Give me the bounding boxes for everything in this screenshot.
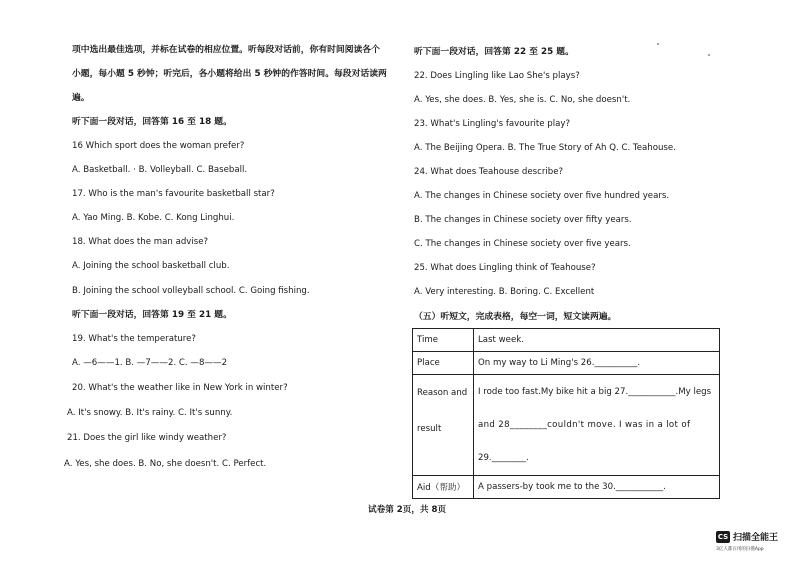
camscanner-logo-icon: CS (717, 532, 729, 541)
watermark-subtitle: 3亿人都在用的扫描App (716, 547, 764, 552)
question-25: 25. What does Lingling think of Teahouse? (414, 263, 596, 273)
reason-value-cell (474, 375, 720, 476)
time-value: Last week. (474, 329, 720, 352)
listening-form-table (412, 328, 720, 499)
scanner-watermark (716, 530, 778, 543)
question-21-options: A. Yes, she does. B. No, she doesn't. C. Perfect. (64, 459, 267, 469)
question-16-options: A. Basketball. · B. Volleyball. C. Baseball. (72, 165, 248, 175)
instructions-line-1: 项中选出最佳选项，并标在试卷的相应位置。听每段对话前，你有时间阅读各个 (72, 45, 380, 55)
question-24-option-b: B. The changes in Chinese society over fifty years. (414, 215, 632, 225)
question-20-options: A. It's snowy. B. It's rainy. C. It's sunny. (67, 408, 233, 418)
table-row-aid (413, 476, 720, 499)
question-17-options: A. Yao Ming. B. Kobe. C. Kong Linghui. (72, 213, 235, 223)
section-heading-16-18: 听下面一段对话，回答第 16 至 18 题。 (72, 117, 232, 127)
scan-speck (708, 54, 710, 56)
reason-value-line-1: I rode too fast.My bike hit a big 27.___________.My legs (478, 386, 712, 397)
place-label: Place (413, 352, 474, 375)
page-footer: 试卷第 2页，共 8页 (368, 505, 447, 515)
aid-value: A passers-by took me to the 30.___________. (474, 476, 720, 499)
table-row-reason (413, 375, 720, 476)
question-24-option-c: C. The changes in Chinese society over five years. (414, 239, 631, 249)
reason-label-line-1: Reason and (417, 388, 468, 398)
question-19-options: A. —6——1. B. —7——2. C. —8——2 (72, 358, 228, 368)
section-five-heading: （五）听短文，完成表格，每空一词，短文读两遍。 (414, 312, 617, 322)
question-22: 22. Does Lingling like Lao She's plays? (414, 71, 580, 81)
question-24: 24. What does Teahouse describe? (414, 167, 564, 177)
instructions-line-2: 小题，每小题 5 秒钟；听完后，各小题将给出 5 秒钟的作答时间。每段对话读两 (72, 69, 387, 79)
section-heading-22-25: 听下面一段对话，回答第 22 至 25 题。 (414, 47, 574, 57)
place-value: On my way to Li Ming's 26.__________. (474, 352, 720, 375)
reason-label-line-2: result (417, 424, 442, 434)
question-23: 23. What's Lingling's favourite play? (414, 119, 571, 129)
watermark-name: 扫描全能王 (733, 533, 779, 543)
table-row-place (413, 352, 720, 375)
reason-label-cell (413, 375, 474, 476)
instructions-line-3: 遍。 (72, 93, 90, 103)
question-16: 16 Which sport does the woman prefer? (72, 141, 245, 151)
table-row-time (413, 329, 720, 352)
question-25-options: A. Very interesting. B. Boring. C. Excellent (414, 287, 595, 297)
reason-value-line-3: 29.________. (478, 453, 529, 464)
time-label: Time (413, 329, 474, 352)
question-20: 20. What's the weather like in New York in winter? (72, 383, 288, 393)
aid-label: Aid（帮助） (413, 476, 474, 499)
scan-speck (657, 43, 659, 45)
question-23-options: A. The Beijing Opera. B. The True Story of Ah Q. C. Teahouse. (414, 143, 676, 153)
question-19: 19. What's the temperature? (72, 334, 196, 344)
section-heading-19-21: 听下面一段对话，回答第 19 至 21 题。 (72, 310, 232, 320)
question-18: 18. What does the man advise? (72, 237, 209, 247)
question-24-option-a: A. The changes in Chinese society over five hundred years. (414, 191, 670, 201)
reason-value-line-2: and 28________couldn't move. I was in a lot of (478, 419, 691, 430)
question-18-option-a: A. Joining the school basketball club. (72, 261, 230, 271)
question-21: 21. Does the girl like windy weather? (67, 433, 227, 443)
question-17: 17. Who is the man's favourite basketball star? (72, 189, 275, 199)
question-18-options-bc: B. Joining the school volleyball school. C. Going fishing. (72, 286, 310, 296)
question-22-options: A. Yes, she does. B. Yes, she is. C. No, she doesn't. (414, 95, 631, 105)
